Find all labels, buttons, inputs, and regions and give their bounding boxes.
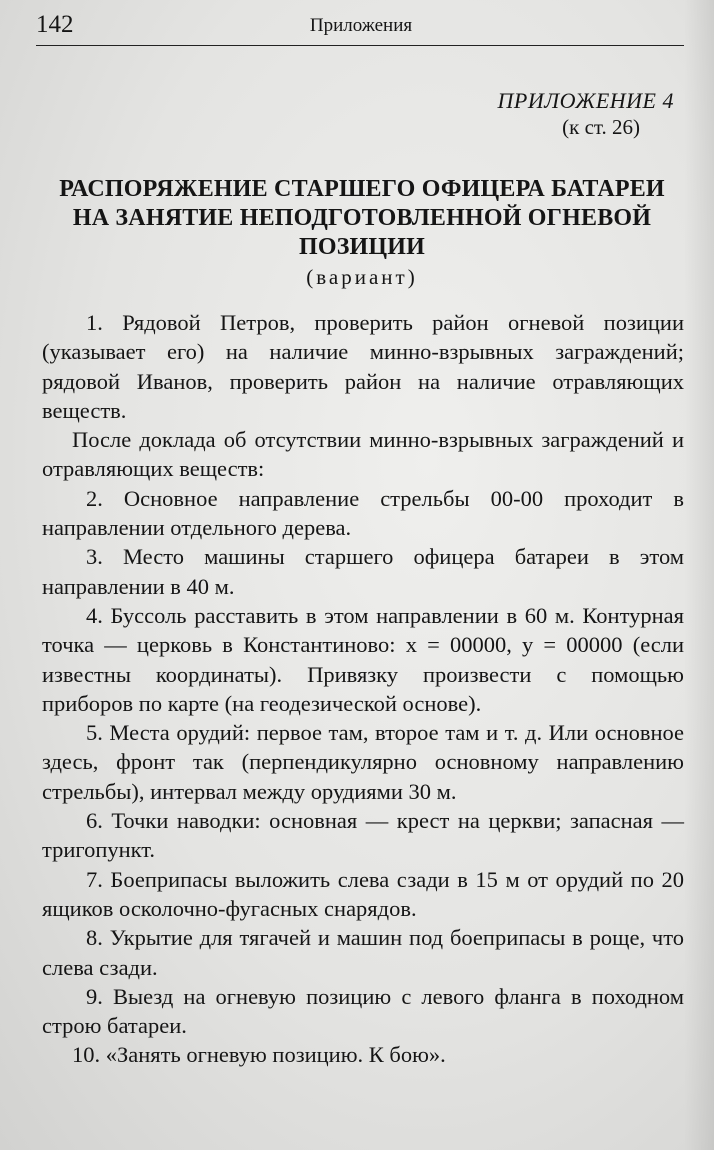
paragraph-item-5: 5. Места орудий: первое там, второе там и т. д. Или основное здесь, фронт так (перпендикулярно основному направлению стрельбы), интервал между орудиями 30 м. <box>42 720 684 804</box>
appendix-block <box>374 88 674 140</box>
document-body <box>42 308 684 1070</box>
paragraph-item-1: 1. Рядовой Петров, проверить район огневой позиции (указывает его) на наличие минно-взрывных заграждений; рядовой Иванов, проверить район на наличие отравляющих веществ. <box>42 310 684 423</box>
page-header <box>36 10 686 40</box>
header-divider <box>36 45 684 46</box>
paragraph-item-9: 9. Выезд на огневую позицию с левого фланга в походном строю батареи. <box>42 983 684 1039</box>
paragraph-item-6: 6. Точки наводки: основная — крест на церкви; запасная — тригопункт. <box>42 808 684 863</box>
paragraph-item-7: 7. Боеприпасы выложить слева сзади в 15 м от орудий по 20 ящиков осколочно-фугасных снарядов. <box>42 866 684 921</box>
document-subtitle: (вариант) <box>306 265 418 289</box>
paragraph-item-2: 2. Основное направление стрельбы 00-00 проходит в направлении отдельного дерева. <box>42 485 684 541</box>
paragraph-item-3: 3. Место машины старшего офицера батареи в этом направлении в 40 м. <box>42 544 684 599</box>
running-title: Приложения <box>309 15 413 36</box>
paragraph-intro: После доклада об отсутствии минно-взрывных заграждений и отравляющих веществ: <box>42 427 684 482</box>
appendix-reference: (к ст. 26) <box>562 115 640 139</box>
paragraph-item-8: 8. Укрытие для тягачей и машин под боеприпасы в роще, что слева сзади. <box>42 925 684 980</box>
page-edge-shadow <box>684 0 714 1150</box>
page-number: 142 <box>36 11 74 38</box>
paragraph-item-10: 10. «Занять огневую позицию. К бою». <box>72 1042 446 1068</box>
document-title: РАСПОРЯЖЕНИЕ СТАРШЕГО ОФИЦЕРА БАТАРЕИ НА ЗАНЯТИЕ НЕПОДГОТОВЛЕННОЙ ОГНЕВОЙ ПОЗИЦИИ <box>59 176 665 260</box>
paragraph-item-4: 4. Буссоль расставить в этом направлении в 60 м. Контурная точка — церковь в Константиново: x = 00000, y = 00000 (если известны координаты). Привязку произвести с помощью приборов по карте (на геодезической основе). <box>42 602 684 716</box>
appendix-label: ПРИЛОЖЕНИЕ 4 <box>497 88 674 113</box>
